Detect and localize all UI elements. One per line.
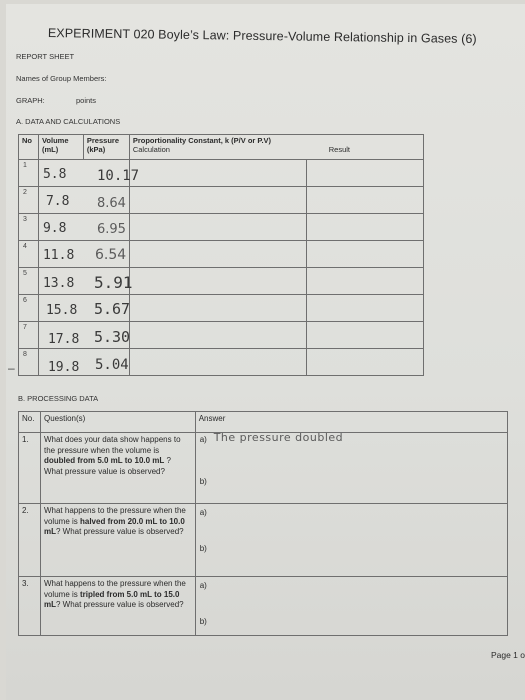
row-no: 2 <box>23 189 27 196</box>
question-no-cell <box>19 433 41 504</box>
answer-b-label: b) <box>199 477 207 486</box>
answer-b-label: b) <box>199 617 207 626</box>
volume-value: 13.8 <box>42 276 75 291</box>
row-values-cell <box>38 160 140 187</box>
result-cell[interactable] <box>307 187 424 214</box>
processing-header-row <box>19 412 508 433</box>
row-no-cell <box>19 214 39 241</box>
table-row <box>19 268 424 295</box>
row-values-cell <box>38 187 129 214</box>
header-no: No <box>19 135 39 160</box>
question-no: 3. <box>22 579 29 588</box>
calculation-cell[interactable] <box>129 187 306 214</box>
col-answer-label: Answer <box>198 414 226 423</box>
table-row <box>19 322 424 349</box>
question-text-pre: What happens to the pressure when the volume is <box>43 506 186 526</box>
row-no: 8 <box>23 351 27 358</box>
answer-a-label: a) <box>199 581 207 590</box>
volume-value: 7.8 <box>45 194 70 209</box>
calculation-cell[interactable] <box>129 241 306 268</box>
question-text-pre: What happens to the pressure when the volume is <box>43 579 186 599</box>
question-text-bold: tripled from 5.0 mL to 15.0 mL <box>43 589 180 609</box>
row-no-cell <box>19 187 39 214</box>
volume-value: 15.8 <box>45 303 78 318</box>
calculation-cell[interactable] <box>129 160 306 187</box>
data-table <box>18 134 424 376</box>
volume-value: 19.8 <box>47 360 80 375</box>
header-question-cell <box>40 412 195 433</box>
row-no: 6 <box>23 297 27 304</box>
answer-a-label: a) <box>199 435 207 444</box>
row-no-cell <box>19 268 39 295</box>
result-cell[interactable] <box>307 322 424 349</box>
answer-a-label: a) <box>199 508 207 517</box>
header-result: Result <box>328 145 350 154</box>
row-values-cell <box>38 241 129 268</box>
col-question-label: Question(s) <box>43 414 86 423</box>
table-row <box>19 349 424 376</box>
graph-label: GRAPH: <box>16 96 45 105</box>
row-no-cell <box>19 322 39 349</box>
result-cell[interactable] <box>307 295 424 322</box>
pressure-value: 5.04 <box>94 357 129 373</box>
question-text <box>41 577 195 613</box>
data-table-header <box>19 135 424 160</box>
result-cell[interactable] <box>307 160 424 187</box>
row-no-cell <box>19 241 39 268</box>
question-cell <box>40 433 195 504</box>
row-no: 1 <box>23 162 27 169</box>
table-row <box>19 187 424 214</box>
answer-cell[interactable] <box>195 504 507 577</box>
calculation-cell[interactable] <box>129 349 306 376</box>
graph-points: points <box>76 96 97 105</box>
answer-cell[interactable] <box>195 433 507 504</box>
question-text <box>41 504 195 540</box>
row-values-cell <box>38 268 133 295</box>
pressure-value: 10.17 <box>96 168 140 184</box>
row-values-cell <box>38 295 129 322</box>
section-a-heading: A. DATA AND CALCULATIONS <box>16 117 121 126</box>
pressure-value: 5.30 <box>93 328 131 346</box>
row-values-cell <box>38 349 129 376</box>
result-cell[interactable] <box>307 214 424 241</box>
row-no: 5 <box>23 270 27 277</box>
calculation-cell[interactable] <box>129 268 306 295</box>
table-row <box>19 241 424 268</box>
question-text-post: ? What pressure value is observed? <box>55 527 184 536</box>
question-text-bold: doubled from 5.0 mL to 10.0 mL <box>43 456 165 465</box>
calculation-cell[interactable] <box>129 322 306 349</box>
row-no: 4 <box>23 243 27 250</box>
header-pressure: Pressure (kPa) <box>83 135 129 160</box>
row-values-cell <box>38 214 129 241</box>
processing-table <box>18 411 508 636</box>
question-text-bold: halved from 20.0 mL to 10.0 mL <box>43 516 185 536</box>
question-cell <box>40 577 195 636</box>
report-sheet-label: REPORT SHEET <box>16 52 75 61</box>
question-text-pre: What does your data show happens to the pressure when the volume is <box>43 435 181 455</box>
pressure-value: 5.91 <box>93 273 133 292</box>
page-number: Page 1 o <box>490 650 525 660</box>
question-row <box>19 433 508 504</box>
calculation-cell[interactable] <box>129 295 306 322</box>
answer-cell[interactable] <box>195 577 507 636</box>
header-constant <box>129 135 423 160</box>
question-no: 1. <box>22 435 29 444</box>
question-cell <box>40 504 195 577</box>
question-text-post: ? What pressure value is observed? <box>55 600 184 609</box>
pressure-value: 6.54 <box>94 247 127 263</box>
calculation-cell[interactable] <box>129 214 306 241</box>
header-volume: Volume (mL) <box>38 135 83 160</box>
result-cell[interactable] <box>307 349 424 376</box>
header-calculation: Calculation <box>132 145 170 154</box>
col-no-label: No. <box>22 414 35 423</box>
pencil-dash-mark: – <box>8 361 15 375</box>
question-text-post: ? What pressure value is observed? <box>43 456 171 476</box>
question-row <box>19 504 508 577</box>
header-subcolumns <box>133 145 420 154</box>
result-cell[interactable] <box>307 241 424 268</box>
question-no: 2. <box>22 506 29 515</box>
question-no-cell <box>19 504 41 577</box>
question-text <box>41 433 195 479</box>
pressure-value: 6.95 <box>96 222 126 237</box>
row-values-cell <box>38 322 129 349</box>
result-cell[interactable] <box>307 268 424 295</box>
row-no-cell <box>19 160 39 187</box>
question-no-cell <box>19 577 41 636</box>
header-no-cell <box>19 412 41 433</box>
header-answer-cell <box>195 412 507 433</box>
experiment-title: EXPERIMENT 020 Boyle’s Law: Pressure-Volume Relationship in Gases (6) <box>47 26 477 46</box>
volume-value: 5.8 <box>42 167 67 182</box>
volume-value: 11.8 <box>42 248 75 263</box>
pressure-value: 5.67 <box>93 300 131 318</box>
volume-value: 17.8 <box>47 332 80 347</box>
table-row <box>19 160 424 187</box>
table-row <box>19 295 424 322</box>
row-no-cell <box>19 349 39 376</box>
row-no: 7 <box>23 324 27 331</box>
group-members-label: Names of Group Members: <box>16 74 107 83</box>
answer-b-label: b) <box>199 544 207 553</box>
volume-value: 9.8 <box>42 221 67 236</box>
answer-a-text: The pressure doubled <box>213 431 344 444</box>
table-row <box>19 214 424 241</box>
row-no-cell <box>19 295 39 322</box>
question-row <box>19 577 508 636</box>
pressure-value: 8.64 <box>96 196 126 211</box>
report-sheet-page <box>6 4 525 700</box>
section-b-heading: B. PROCESSING DATA <box>18 394 99 403</box>
row-no: 3 <box>23 216 27 223</box>
header-constant-label: Proportionality Constant, k (P/V or P.V) <box>132 136 272 145</box>
